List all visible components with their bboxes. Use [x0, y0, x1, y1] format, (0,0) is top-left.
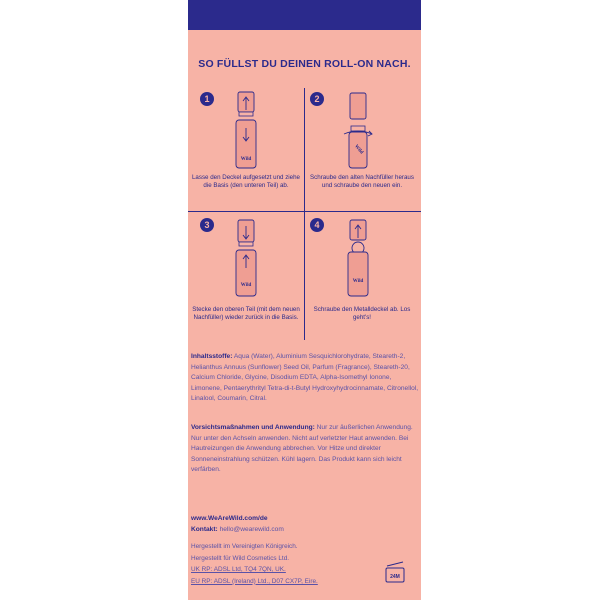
step-1-illustration [226, 90, 266, 172]
contact-label: Kontakt: [191, 526, 218, 533]
top-band [188, 0, 421, 30]
website-link: www.WeAreWild.com/de [191, 515, 268, 522]
step-3-caption: Stecke den oberen Teil (mit dem neuen Nachfüller) wieder zurück in die Basis. [192, 306, 300, 322]
warnings-text: Nur zur äußerlichen Anwendung. Nur unter den Achseln anwenden. Nicht auf verletzter Haut anwenden. Bei Hautreizungen die Anwendung abbrechen. Vor Hitze und direkter Sonneneinstrahlung schützen. Kühl lagern. Das Produkt kann sich leicht verfärben. [191, 424, 413, 473]
warnings-label: Vorsichtsmaßnahmen und Anwendung: [191, 424, 315, 431]
step-3-illustration [226, 216, 266, 300]
made-for-line: Hergestellt für Wild Cosmetics Ltd. [191, 554, 290, 562]
ingredients-label: Inhaltsstoffe: [191, 353, 233, 360]
made-in-line: Hergestellt im Vereinigten Königreich. [191, 543, 298, 550]
step-4-brand: Wild [352, 279, 364, 284]
step-2-caption: Schraube den alten Nachfüller heraus und schraube den neuen ein. [310, 174, 414, 190]
step-2-number: 2 [310, 92, 324, 106]
step-4-illustration [336, 216, 380, 300]
step-3-number: 3 [200, 218, 214, 232]
manufacturer-section [191, 541, 391, 587]
step-1-number: 1 [200, 92, 214, 106]
step-1-brand: Wild [240, 157, 252, 162]
step-2-illustration [336, 90, 380, 172]
step-3-brand: Wild [240, 283, 252, 288]
pao-label: 24M [390, 574, 400, 580]
step-4-caption: Schraube den Metalldeckel ab. Los geht's! [313, 306, 411, 322]
uk-rp-line: UK RP: ADSL Ltd, TQ4 7QN, UK. [191, 566, 286, 574]
refill-instructions-panel [188, 0, 421, 600]
grid-divider-horizontal [188, 211, 421, 212]
ingredients-text: Aqua (Water), Aluminium Sesquichlorohydrate, Steareth-2, Helianthus Annuus (Sunflower) Seed Oil, Parfum (Fragrance), Steareth-20, Calcium Chloride, Glycine, Disodium EDTA, Alpha-Isomethyl Ionone, Limonene, Pentaerythrityl Tetra-di-t-Butyl Hydroxyhydrocinnamate, Citronellol, Linalool, Coumarin, Citral. [191, 353, 419, 402]
warnings-section [191, 423, 419, 476]
ingredients-section [191, 352, 419, 405]
eu-rp-line: EU RP: ADSL (Ireland) Ltd., D07 CX7P, Eire. [191, 577, 318, 585]
grid-divider-vertical [304, 88, 305, 340]
pao-jar-icon [384, 560, 406, 584]
page-title: SO FÜLLST DU DEINEN ROLL-ON NACH. [198, 58, 411, 70]
contact-email: hello@wearewild.com [217, 526, 284, 533]
instruction-steps-grid [188, 88, 421, 340]
step-1-caption: Lasse den Deckel aufgesetzt und ziehe die Basis (den unteren Teil) ab. [191, 174, 300, 190]
step-2-brand: Wild [353, 144, 364, 156]
step-4-number: 4 [310, 218, 324, 232]
contact-section [191, 513, 419, 535]
